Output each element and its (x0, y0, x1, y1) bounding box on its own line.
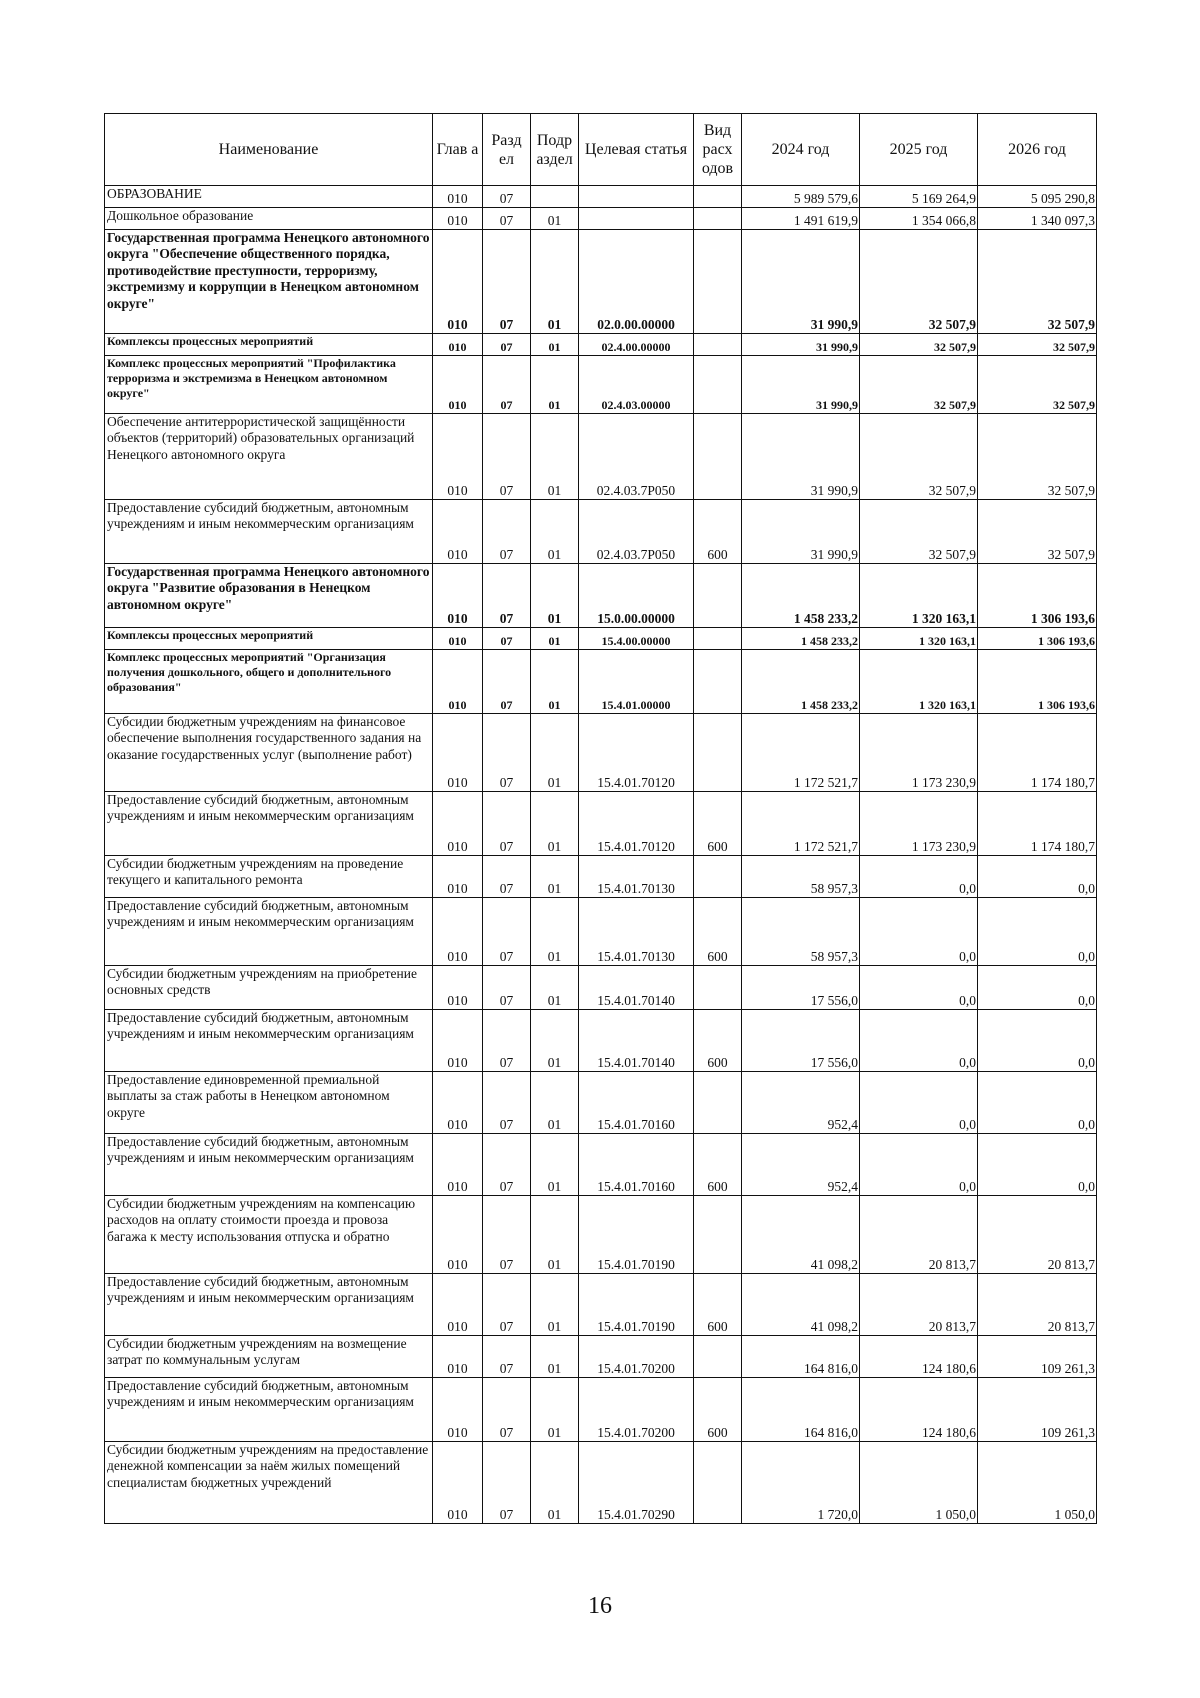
cell-2024: 952,4 (742, 1072, 860, 1134)
cell-razdel: 07 (483, 1196, 531, 1274)
cell-vid (694, 208, 742, 230)
cell-razdel: 07 (483, 564, 531, 628)
cell-name: Предоставление субсидий бюджетным, автономным учреждениям и иным некоммерческим организациям (105, 1274, 433, 1336)
cell-2026: 32 507,9 (978, 334, 1097, 356)
cell-statya: 02.4.00.00000 (579, 334, 694, 356)
cell-vid (694, 1442, 742, 1524)
cell-statya: 15.4.01.70200 (579, 1336, 694, 1378)
cell-2026: 0,0 (978, 966, 1097, 1010)
table-row (105, 1336, 1097, 1378)
table-row (105, 186, 1097, 208)
cell-name: Субсидии бюджетным учреждениям на проведение текущего и капитального ремонта (105, 856, 433, 898)
cell-2026: 1 306 193,6 (978, 564, 1097, 628)
cell-glava: 010 (433, 500, 483, 564)
cell-name: Комплексы процессных мероприятий (105, 334, 433, 356)
cell-razdel: 07 (483, 650, 531, 714)
cell-razdel: 07 (483, 1378, 531, 1442)
cell-glava: 010 (433, 356, 483, 414)
cell-vid (694, 628, 742, 650)
col-header-podrazdel: Подр аздел (531, 114, 579, 186)
cell-vid (694, 230, 742, 334)
cell-glava: 010 (433, 792, 483, 856)
cell-vid (694, 414, 742, 500)
cell-glava: 010 (433, 186, 483, 208)
cell-glava: 010 (433, 714, 483, 792)
cell-2026: 0,0 (978, 1072, 1097, 1134)
cell-2025: 32 507,9 (860, 414, 978, 500)
cell-podrazdel: 01 (531, 898, 579, 966)
cell-razdel: 07 (483, 1134, 531, 1196)
cell-2025: 1 320 163,1 (860, 650, 978, 714)
cell-statya: 15.4.01.70190 (579, 1274, 694, 1336)
cell-glava: 010 (433, 966, 483, 1010)
cell-statya: 02.4.03.00000 (579, 356, 694, 414)
cell-2026: 1 306 193,6 (978, 650, 1097, 714)
cell-podrazdel: 01 (531, 334, 579, 356)
cell-podrazdel: 01 (531, 1072, 579, 1134)
col-header-glava: Глав а (433, 114, 483, 186)
cell-name: Комплекс процессных мероприятий "Организация получения дошкольного, общего и дополнительного образования" (105, 650, 433, 714)
cell-2026: 0,0 (978, 1134, 1097, 1196)
cell-name: Предоставление единовременной премиальной выплаты за стаж работы в Ненецком автономном округе (105, 1072, 433, 1134)
cell-vid: 600 (694, 1134, 742, 1196)
cell-podrazdel: 01 (531, 1336, 579, 1378)
cell-razdel: 07 (483, 628, 531, 650)
table-row (105, 334, 1097, 356)
cell-name: ОБРАЗОВАНИЕ (105, 186, 433, 208)
cell-razdel: 07 (483, 714, 531, 792)
cell-statya (579, 208, 694, 230)
cell-2024: 41 098,2 (742, 1274, 860, 1336)
cell-name: Предоставление субсидий бюджетным, автономным учреждениям и иным некоммерческим организациям (105, 792, 433, 856)
cell-vid (694, 650, 742, 714)
cell-podrazdel: 01 (531, 1442, 579, 1524)
cell-vid (694, 856, 742, 898)
cell-statya: 15.4.01.70160 (579, 1072, 694, 1134)
cell-vid (694, 1336, 742, 1378)
cell-vid (694, 186, 742, 208)
table-row (105, 1378, 1097, 1442)
cell-2024: 164 816,0 (742, 1378, 860, 1442)
cell-podrazdel: 01 (531, 966, 579, 1010)
cell-2026: 109 261,3 (978, 1336, 1097, 1378)
cell-name: Предоставление субсидий бюджетным, автономным учреждениям и иным некоммерческим организациям (105, 1134, 433, 1196)
table-row (105, 628, 1097, 650)
cell-glava: 010 (433, 628, 483, 650)
cell-vid: 600 (694, 500, 742, 564)
cell-2026: 1 174 180,7 (978, 714, 1097, 792)
table-row (105, 230, 1097, 334)
cell-2025: 124 180,6 (860, 1336, 978, 1378)
cell-vid (694, 714, 742, 792)
cell-vid (694, 966, 742, 1010)
cell-statya: 15.4.01.70290 (579, 1442, 694, 1524)
cell-name: Субсидии бюджетным учреждениям на финансовое обеспечение выполнения государственного задания на оказание государственных услуг (выполнение работ) (105, 714, 433, 792)
cell-2026: 32 507,9 (978, 356, 1097, 414)
cell-2025: 20 813,7 (860, 1274, 978, 1336)
cell-2024: 17 556,0 (742, 1010, 860, 1072)
cell-podrazdel: 01 (531, 1134, 579, 1196)
cell-2025: 1 173 230,9 (860, 792, 978, 856)
table-row (105, 500, 1097, 564)
cell-vid (694, 564, 742, 628)
cell-2024: 31 990,9 (742, 500, 860, 564)
cell-podrazdel: 01 (531, 1196, 579, 1274)
cell-name: Предоставление субсидий бюджетным, автономным учреждениям и иным некоммерческим организациям (105, 500, 433, 564)
cell-vid (694, 1072, 742, 1134)
cell-name: Субсидии бюджетным учреждениям на предоставление денежной компенсации за наём жилых помещений специалистам бюджетных учреждений (105, 1442, 433, 1524)
cell-glava: 010 (433, 1442, 483, 1524)
cell-2026: 20 813,7 (978, 1196, 1097, 1274)
cell-2025: 5 169 264,9 (860, 186, 978, 208)
table-header-row (105, 114, 1097, 186)
cell-2025: 32 507,9 (860, 230, 978, 334)
cell-glava: 010 (433, 1010, 483, 1072)
cell-2026: 1 340 097,3 (978, 208, 1097, 230)
cell-2025: 32 507,9 (860, 334, 978, 356)
cell-statya: 15.4.01.70140 (579, 1010, 694, 1072)
cell-glava: 010 (433, 1378, 483, 1442)
table-row (105, 650, 1097, 714)
col-header-2025: 2025 год (860, 114, 978, 186)
cell-razdel: 07 (483, 856, 531, 898)
cell-name: Субсидии бюджетным учреждениям на компенсацию расходов на оплату стоимости проезда и провоза багажа к месту использования отпуска и обратно (105, 1196, 433, 1274)
cell-vid: 600 (694, 1378, 742, 1442)
table-row (105, 1442, 1097, 1524)
cell-podrazdel: 01 (531, 356, 579, 414)
cell-2025: 1 050,0 (860, 1442, 978, 1524)
cell-razdel: 07 (483, 208, 531, 230)
table-row (105, 966, 1097, 1010)
col-header-2026: 2026 год (978, 114, 1097, 186)
cell-2025: 124 180,6 (860, 1378, 978, 1442)
cell-2025: 0,0 (860, 1134, 978, 1196)
cell-statya: 15.4.01.70160 (579, 1134, 694, 1196)
cell-name: Комплекс процессных мероприятий "Профилактика терроризма и экстремизма в Ненецком автономном округе" (105, 356, 433, 414)
cell-statya: 15.4.00.00000 (579, 628, 694, 650)
cell-2025: 0,0 (860, 966, 978, 1010)
cell-statya: 15.4.01.70120 (579, 714, 694, 792)
cell-name: Дошкольное образование (105, 208, 433, 230)
col-header-razdel: Разд ел (483, 114, 531, 186)
table-row (105, 1274, 1097, 1336)
cell-vid: 600 (694, 898, 742, 966)
cell-2024: 1 720,0 (742, 1442, 860, 1524)
cell-2026: 32 507,9 (978, 230, 1097, 334)
cell-2025: 0,0 (860, 898, 978, 966)
cell-glava: 010 (433, 1134, 483, 1196)
cell-2026: 0,0 (978, 898, 1097, 966)
cell-2025: 20 813,7 (860, 1196, 978, 1274)
cell-2024: 1 172 521,7 (742, 792, 860, 856)
cell-2025: 32 507,9 (860, 500, 978, 564)
table-row (105, 1072, 1097, 1134)
cell-glava: 010 (433, 334, 483, 356)
cell-2024: 58 957,3 (742, 898, 860, 966)
col-header-statya: Целевая статья (579, 114, 694, 186)
cell-razdel: 07 (483, 1010, 531, 1072)
cell-glava: 010 (433, 898, 483, 966)
cell-statya: 02.0.00.00000 (579, 230, 694, 334)
cell-statya (579, 186, 694, 208)
cell-glava: 010 (433, 230, 483, 334)
cell-2024: 1 458 233,2 (742, 564, 860, 628)
cell-podrazdel: 01 (531, 792, 579, 856)
cell-vid (694, 356, 742, 414)
cell-name: Предоставление субсидий бюджетным, автономным учреждениям и иным некоммерческим организациям (105, 1010, 433, 1072)
cell-statya: 15.4.01.70190 (579, 1196, 694, 1274)
cell-vid: 600 (694, 792, 742, 856)
cell-2026: 0,0 (978, 1010, 1097, 1072)
cell-2026: 109 261,3 (978, 1378, 1097, 1442)
cell-statya: 15.4.01.70120 (579, 792, 694, 856)
cell-vid: 600 (694, 1010, 742, 1072)
cell-2024: 31 990,9 (742, 414, 860, 500)
cell-2025: 32 507,9 (860, 356, 978, 414)
cell-razdel: 07 (483, 966, 531, 1010)
table-row (105, 1196, 1097, 1274)
cell-2024: 164 816,0 (742, 1336, 860, 1378)
cell-2024: 1 458 233,2 (742, 628, 860, 650)
table-row (105, 898, 1097, 966)
table-row (105, 856, 1097, 898)
cell-razdel: 07 (483, 186, 531, 208)
cell-name: Государственная программа Ненецкого автономного округа "Развитие образования в Ненецком автономном округе" (105, 564, 433, 628)
cell-name: Субсидии бюджетным учреждениям на приобретение основных средств (105, 966, 433, 1010)
cell-statya: 15.4.01.00000 (579, 650, 694, 714)
cell-statya: 02.4.03.7Р050 (579, 414, 694, 500)
cell-name: Субсидии бюджетным учреждениям на возмещение затрат по коммунальным услугам (105, 1336, 433, 1378)
cell-2024: 5 989 579,6 (742, 186, 860, 208)
cell-2025: 1 354 066,8 (860, 208, 978, 230)
cell-2024: 1 172 521,7 (742, 714, 860, 792)
col-header-2024: 2024 год (742, 114, 860, 186)
cell-2026: 1 306 193,6 (978, 628, 1097, 650)
cell-glava: 010 (433, 1336, 483, 1378)
cell-2026: 0,0 (978, 856, 1097, 898)
col-header-vid: Вид расх одов (694, 114, 742, 186)
cell-2024: 31 990,9 (742, 230, 860, 334)
cell-2026: 32 507,9 (978, 414, 1097, 500)
cell-podrazdel: 01 (531, 208, 579, 230)
cell-podrazdel: 01 (531, 1274, 579, 1336)
table-body (105, 186, 1097, 1524)
page-number: 16 (588, 1593, 612, 1619)
cell-name: Обеспечение антитеррористической защищённости объектов (территорий) образовательных организаций Ненецкого автономного округа (105, 414, 433, 500)
cell-glava: 010 (433, 650, 483, 714)
cell-razdel: 07 (483, 334, 531, 356)
cell-statya: 15.4.01.70130 (579, 856, 694, 898)
cell-podrazdel: 01 (531, 414, 579, 500)
cell-name: Комплексы процессных мероприятий (105, 628, 433, 650)
cell-2025: 0,0 (860, 1072, 978, 1134)
cell-statya: 15.4.01.70140 (579, 966, 694, 1010)
cell-vid: 600 (694, 1274, 742, 1336)
cell-2024: 58 957,3 (742, 856, 860, 898)
cell-2024: 31 990,9 (742, 356, 860, 414)
cell-podrazdel: 01 (531, 564, 579, 628)
cell-razdel: 07 (483, 414, 531, 500)
cell-razdel: 07 (483, 1336, 531, 1378)
cell-2025: 1 320 163,1 (860, 628, 978, 650)
cell-statya: 02.4.03.7Р050 (579, 500, 694, 564)
cell-name: Государственная программа Ненецкого автономного округа "Обеспечение общественного порядка, противодействие преступности, терроризму, экстремизму и коррупции в Ненецком автономном округе" (105, 230, 433, 334)
cell-podrazdel: 01 (531, 1378, 579, 1442)
table-row (105, 208, 1097, 230)
cell-2025: 0,0 (860, 1010, 978, 1072)
cell-podrazdel: 01 (531, 1010, 579, 1072)
cell-2025: 0,0 (860, 856, 978, 898)
cell-glava: 010 (433, 208, 483, 230)
cell-glava: 010 (433, 1072, 483, 1134)
table-row (105, 1134, 1097, 1196)
cell-vid (694, 334, 742, 356)
cell-2026: 1 174 180,7 (978, 792, 1097, 856)
cell-2024: 17 556,0 (742, 966, 860, 1010)
table-row (105, 1010, 1097, 1072)
cell-razdel: 07 (483, 1442, 531, 1524)
cell-2024: 1 491 619,9 (742, 208, 860, 230)
cell-vid (694, 1196, 742, 1274)
cell-podrazdel: 01 (531, 856, 579, 898)
cell-podrazdel (531, 186, 579, 208)
cell-statya: 15.0.00.00000 (579, 564, 694, 628)
cell-podrazdel: 01 (531, 714, 579, 792)
cell-2026: 5 095 290,8 (978, 186, 1097, 208)
cell-2024: 952,4 (742, 1134, 860, 1196)
cell-glava: 010 (433, 856, 483, 898)
cell-2024: 41 098,2 (742, 1196, 860, 1274)
table-row (105, 714, 1097, 792)
cell-podrazdel: 01 (531, 628, 579, 650)
budget-table (104, 113, 1097, 1524)
cell-glava: 010 (433, 1196, 483, 1274)
cell-name: Предоставление субсидий бюджетным, автономным учреждениям и иным некоммерческим организациям (105, 1378, 433, 1442)
cell-glava: 010 (433, 1274, 483, 1336)
cell-razdel: 07 (483, 356, 531, 414)
cell-razdel: 07 (483, 1274, 531, 1336)
table-row (105, 792, 1097, 856)
cell-name: Предоставление субсидий бюджетным, автономным учреждениям и иным некоммерческим организациям (105, 898, 433, 966)
cell-glava: 010 (433, 564, 483, 628)
cell-2025: 1 320 163,1 (860, 564, 978, 628)
col-header-name: Наименование (105, 114, 433, 186)
cell-statya: 15.4.01.70200 (579, 1378, 694, 1442)
cell-2025: 1 173 230,9 (860, 714, 978, 792)
cell-2024: 31 990,9 (742, 334, 860, 356)
cell-glava: 010 (433, 414, 483, 500)
cell-statya: 15.4.01.70130 (579, 898, 694, 966)
cell-2026: 1 050,0 (978, 1442, 1097, 1524)
cell-razdel: 07 (483, 792, 531, 856)
cell-2024: 1 458 233,2 (742, 650, 860, 714)
cell-podrazdel: 01 (531, 650, 579, 714)
cell-razdel: 07 (483, 230, 531, 334)
cell-podrazdel: 01 (531, 500, 579, 564)
table-row (105, 414, 1097, 500)
cell-podrazdel: 01 (531, 230, 579, 334)
table-row (105, 564, 1097, 628)
table-row (105, 356, 1097, 414)
cell-2026: 32 507,9 (978, 500, 1097, 564)
cell-razdel: 07 (483, 500, 531, 564)
cell-2026: 20 813,7 (978, 1274, 1097, 1336)
cell-razdel: 07 (483, 1072, 531, 1134)
cell-razdel: 07 (483, 898, 531, 966)
